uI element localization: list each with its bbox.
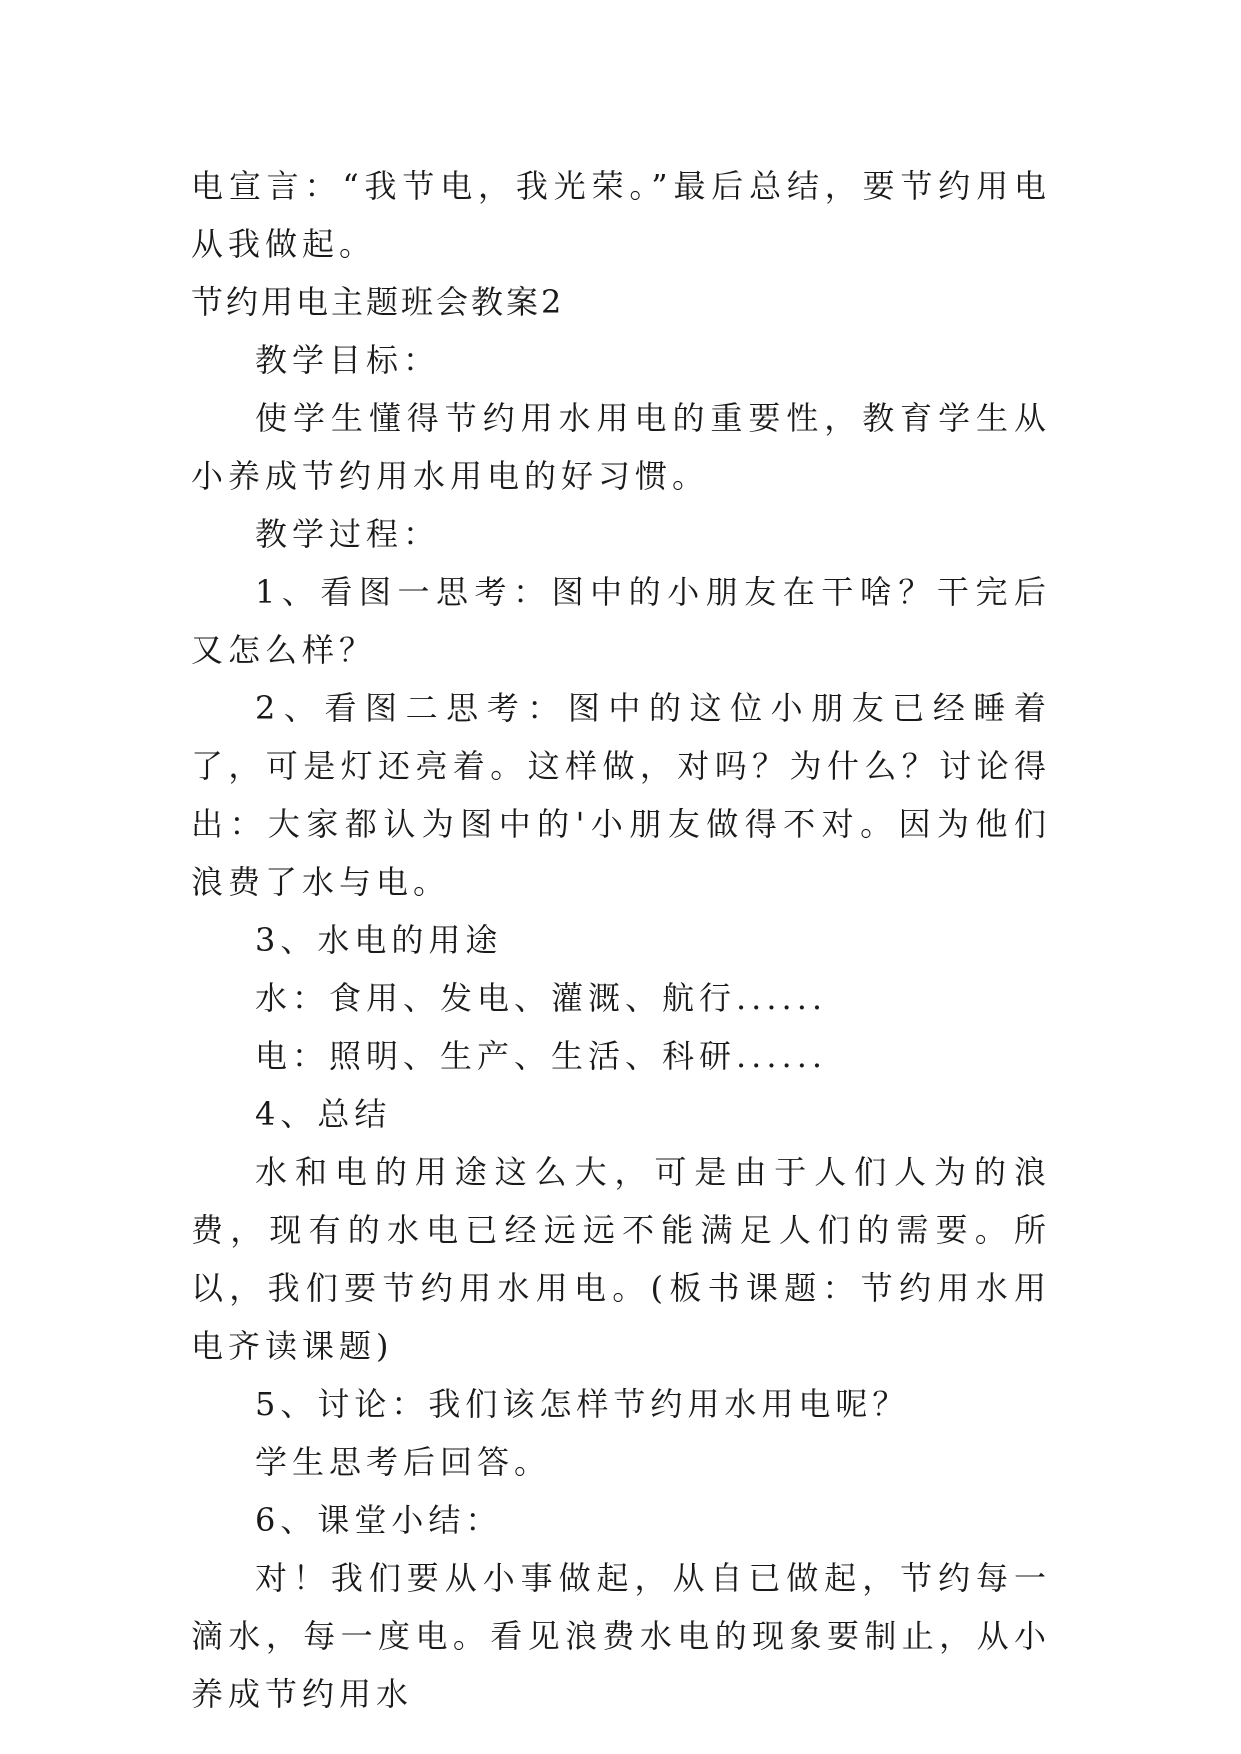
document-body [191,157,1051,1723]
teaching-goals-label: 教学目标： [255,341,441,379]
water-uses-text: 水：食用、发电、灌溉、航行...... [255,979,828,1017]
teaching-goals-text: 使学生懂得节约用水用电的重要性，教育学生从小养成节约用水用电的好习惯。 [191,399,1051,495]
summary-text: 水和电的用途这么大，可是由于人们人为的浪费，现有的水电已经远远不能满足人们的需要。所以，我们要节约用水用电。(板书课题：节约用水用电齐读课题) [191,1153,1051,1365]
step-5-text: 5、讨论：我们该怎样节约用水用电呢？ [255,1385,910,1423]
step-6-title: 6、课堂小结： [255,1501,503,1539]
step-2-text: 2、看图二思考：图中的这位小朋友已经睡着了，可是灯还亮着。这样做，对吗？为什么？讨论得出：大家都认为图中的'小朋友做得不对。因为他们浪费了水与电。 [191,689,1051,901]
step-1-text: 1、看图一思考：图中的小朋友在干啥？干完后又怎么样？ [191,573,1051,669]
electricity-uses-text: 电：照明、生产、生活、科研...... [255,1037,828,1075]
section-title: 节约用电主题班会教案2 [191,283,565,321]
step-4-title: 4、总结 [255,1095,392,1133]
class-summary-text: 对！我们要从小事做起，从自已做起，节约每一滴水，每一度电。看见浪费水电的现象要制止，从小养成节约用水 [191,1559,1051,1713]
step-3-title: 3、水电的用途 [255,921,503,959]
paragraph-declaration-ending: 电宣言：“我节电，我光荣。”最后总结，要节约用电从我做起。 [191,167,1051,263]
student-answer-text: 学生思考后回答。 [255,1443,552,1481]
teaching-process-label: 教学过程： [255,515,441,553]
